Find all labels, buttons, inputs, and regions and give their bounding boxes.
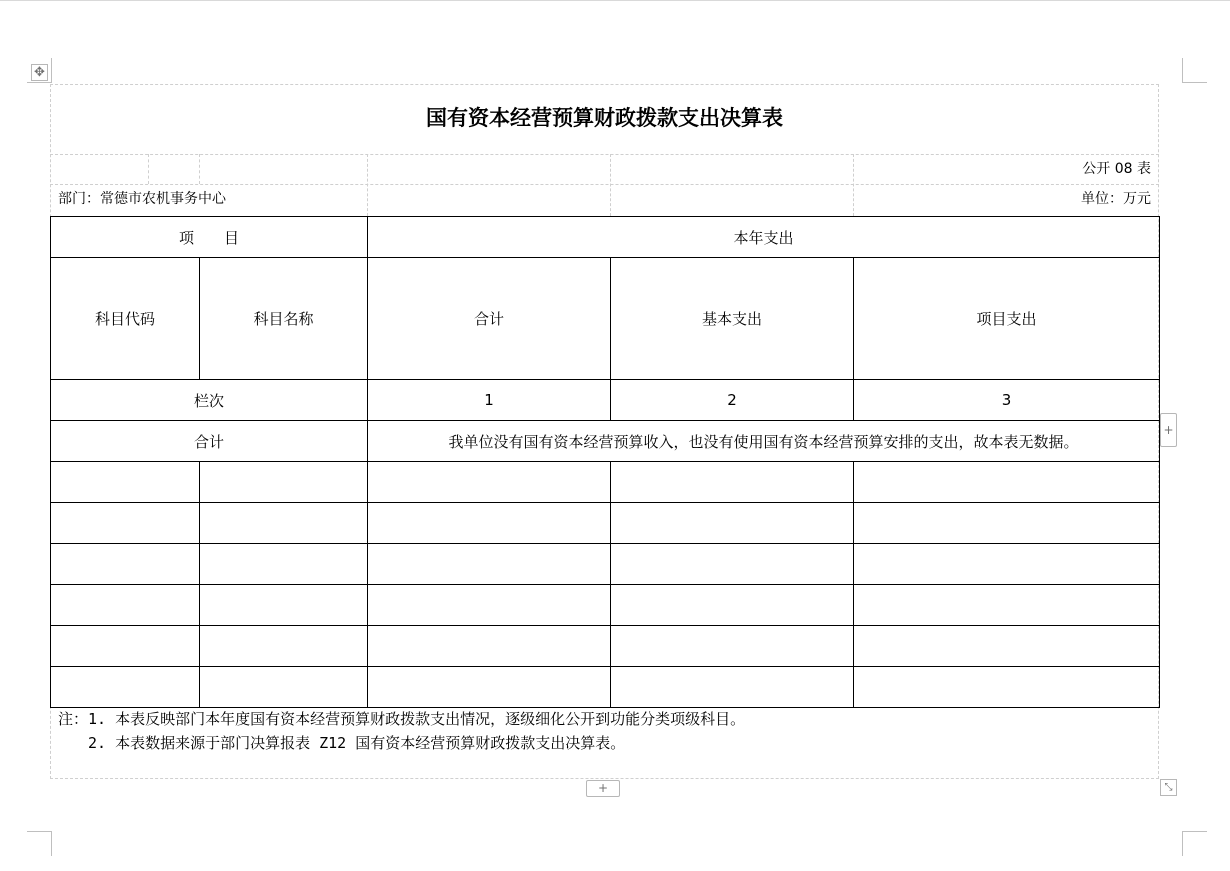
- note-line-1: 注：1. 本表反映部门本年度国有资本经营预算财政拨款支出情况，逐级细化公开到功能分类项级科目。: [58, 710, 746, 728]
- department-label: 部门：常德市农机事务中心: [58, 191, 226, 207]
- plus-icon: +: [1163, 423, 1174, 437]
- header-subject-code: 科目代码: [94, 310, 155, 328]
- table-border: [50, 502, 1160, 503]
- guide-line: [50, 154, 1159, 155]
- guide-line: [853, 154, 854, 216]
- move-icon: ✥: [34, 65, 45, 80]
- guide-line: [199, 154, 200, 184]
- plus-icon: +: [597, 781, 609, 795]
- report-code: 公开 08 表: [1082, 161, 1151, 177]
- guide-line: [610, 154, 611, 216]
- table-border: [1159, 216, 1160, 708]
- header-basic-expense: 基本支出: [701, 310, 762, 328]
- no-data-message: 我单位没有国有资本经营预算收入，也没有使用国有资本经营预算安排的支出，故本表无数据。: [448, 432, 1079, 451]
- add-column-button[interactable]: [1160, 413, 1177, 447]
- table-border: [610, 461, 611, 708]
- unit-label: 单位：万元: [1081, 191, 1151, 207]
- column-number-3: 3: [1001, 391, 1012, 409]
- table-border: [853, 461, 854, 708]
- crop-mark-bottom-left: [27, 831, 52, 856]
- column-number-2: 2: [727, 391, 737, 409]
- guide-line: [148, 154, 149, 184]
- table-border: [50, 461, 1160, 462]
- table-resize-handle[interactable]: [1160, 779, 1177, 796]
- crop-mark-bottom-right: [1182, 831, 1207, 856]
- table-border: [50, 543, 1160, 544]
- guide-line: [367, 154, 368, 216]
- header-current-year-expense: 本年支出: [733, 228, 794, 247]
- table-title: 国有资本经营预算财政拨款支出决算表: [426, 106, 783, 130]
- column-number-label: 栏次: [193, 391, 224, 410]
- table-border: [50, 625, 1160, 626]
- column-number-1: 1: [484, 391, 494, 409]
- header-subject-name: 科目名称: [253, 310, 314, 328]
- total-row-label: 合计: [193, 432, 224, 451]
- crop-mark-top-right: [1182, 58, 1207, 83]
- table-border: [50, 584, 1160, 585]
- note-line-2: 2. 本表数据来源于部门决算报表 Z12 国有资本经营预算财政拨款支出决算表。: [58, 734, 626, 752]
- header-total: 合计: [473, 310, 504, 328]
- ruler-line: [0, 0, 1230, 1]
- add-row-button[interactable]: [586, 780, 620, 797]
- header-project-expense: 项目支出: [976, 310, 1037, 328]
- table-move-handle[interactable]: [31, 64, 48, 81]
- guide-line: [50, 184, 1159, 185]
- resize-icon: ⤡: [1164, 782, 1173, 793]
- table-border: [199, 461, 200, 708]
- header-item: 项 目: [178, 228, 239, 247]
- table-border: [50, 666, 1160, 667]
